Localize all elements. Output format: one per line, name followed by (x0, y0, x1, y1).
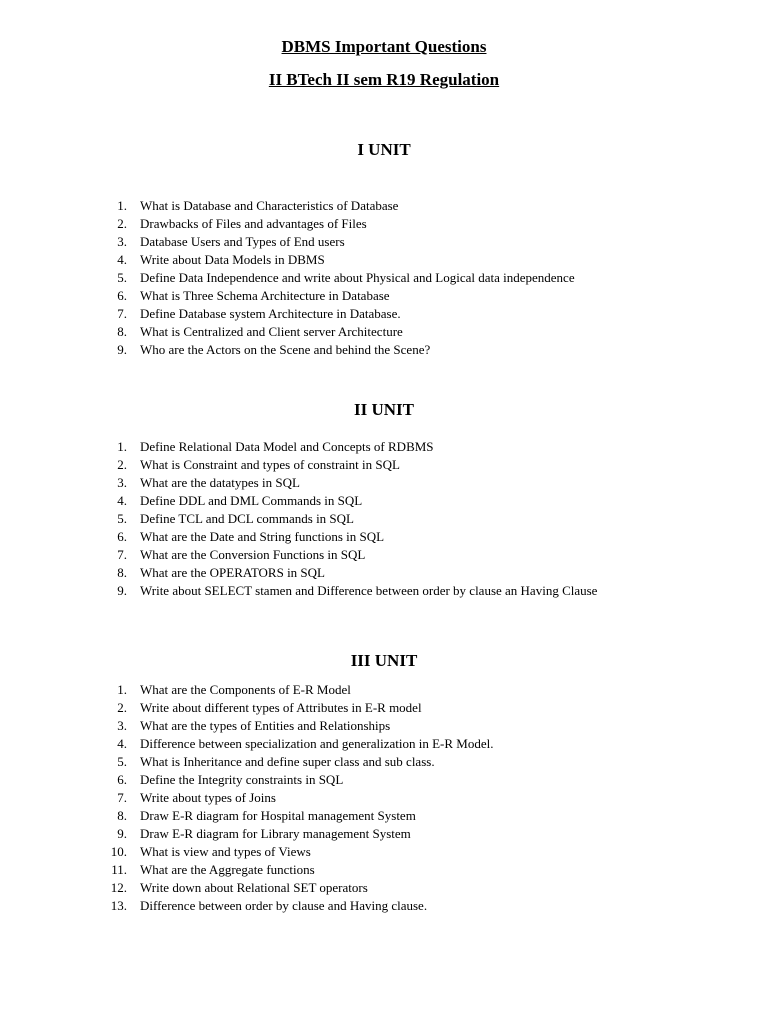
question-text: Write about types of Joins (140, 790, 276, 805)
question-number: 11. (111, 862, 127, 877)
question-text: Define TCL and DCL commands in SQL (140, 511, 354, 526)
unit-2-heading: II UNIT (354, 400, 414, 419)
question-number: 1. (117, 198, 127, 213)
question-item (0, 528, 680, 546)
question-number: 6. (117, 288, 127, 303)
question-item (0, 474, 680, 492)
question-number: 8. (117, 565, 127, 580)
question-number: 10. (110, 844, 127, 859)
question-text: Database Users and Types of End users (140, 234, 345, 249)
question-number: 9. (117, 583, 127, 598)
question-text: Define DDL and DML Commands in SQL (140, 493, 363, 508)
question-item (0, 897, 680, 915)
unit-1-heading: I UNIT (357, 140, 411, 159)
question-item (0, 879, 680, 897)
question-item (0, 492, 680, 510)
question-number: 8. (117, 808, 127, 823)
unit-2-question-list (0, 438, 680, 600)
question-number: 2. (117, 216, 127, 231)
question-item (0, 510, 680, 528)
question-text: What is Constraint and types of constraint in SQL (140, 457, 400, 472)
question-number: 3. (117, 718, 127, 733)
question-text: What is view and types of Views (140, 844, 311, 859)
question-number: 8. (117, 324, 127, 339)
question-item (0, 789, 680, 807)
unit-1-question-list (0, 197, 680, 359)
question-number: 3. (117, 234, 127, 249)
question-number: 2. (117, 700, 127, 715)
question-text: Define the Integrity constraints in SQL (140, 772, 344, 787)
question-number: 6. (117, 772, 127, 787)
question-item (0, 341, 680, 359)
question-number: 9. (117, 826, 127, 841)
question-number: 7. (117, 790, 127, 805)
question-number: 4. (117, 493, 127, 508)
question-item (0, 771, 680, 789)
question-item (0, 197, 680, 215)
question-text: What is Three Schema Architecture in Database (140, 288, 390, 303)
question-number: 9. (117, 342, 127, 357)
question-number: 12. (110, 880, 127, 895)
question-item (0, 861, 680, 879)
question-text: Drawbacks of Files and advantages of Files (140, 216, 367, 231)
question-text: Difference between specialization and generalization in E-R Model. (140, 736, 494, 751)
question-text: Difference between order by clause and Having clause. (140, 898, 428, 913)
question-text: What is Centralized and Client server Architecture (140, 324, 403, 339)
question-number: 13. (110, 898, 127, 913)
question-item (0, 825, 680, 843)
question-text: What are the Conversion Functions in SQL (140, 547, 366, 562)
question-text: Write about different types of Attributes in E-R model (140, 700, 422, 715)
question-text: Draw E-R diagram for Hospital management System (140, 808, 416, 823)
question-text: What are the types of Entities and Relationships (140, 718, 391, 733)
unit-3-heading: III UNIT (350, 651, 418, 670)
question-item (0, 215, 680, 233)
question-text: What is Database and Characteristics of Database (140, 198, 399, 213)
question-text: What are the Aggregate functions (140, 862, 315, 877)
question-item (0, 323, 680, 341)
question-number: 4. (117, 252, 127, 267)
question-item (0, 753, 680, 771)
question-text: What are the Components of E-R Model (140, 682, 351, 697)
question-item (0, 582, 680, 600)
question-item (0, 233, 680, 251)
question-number: 1. (117, 439, 127, 454)
question-number: 5. (117, 511, 127, 526)
unit-3-question-list (0, 681, 680, 915)
question-item (0, 717, 680, 735)
question-text: What are the OPERATORS in SQL (140, 565, 325, 580)
question-item (0, 843, 680, 861)
question-text: Who are the Actors on the Scene and behind the Scene? (140, 342, 431, 357)
question-number: 7. (117, 306, 127, 321)
question-number: 1. (117, 682, 127, 697)
question-text: Define Database system Architecture in Database. (140, 306, 401, 321)
document-subtitle: II BTech II sem R19 Regulation (268, 70, 500, 89)
document-title: DBMS Important Questions (281, 37, 487, 56)
question-item (0, 699, 680, 717)
question-number: 5. (117, 270, 127, 285)
question-text: Write about Data Models in DBMS (140, 252, 325, 267)
question-text: Write down about Relational SET operators (140, 880, 368, 895)
question-item (0, 456, 680, 474)
question-item (0, 438, 680, 456)
question-text: What are the datatypes in SQL (140, 475, 300, 490)
question-item (0, 564, 680, 582)
question-text: What are the Date and String functions in SQL (140, 529, 385, 544)
question-number: 5. (117, 754, 127, 769)
question-number: 6. (117, 529, 127, 544)
question-item (0, 287, 680, 305)
question-item (0, 269, 680, 287)
question-item (0, 681, 680, 699)
question-item (0, 546, 680, 564)
question-number: 4. (117, 736, 127, 751)
question-number: 7. (117, 547, 127, 562)
question-item (0, 305, 680, 323)
question-item (0, 807, 680, 825)
question-text: Write about SELECT stamen and Difference between order by clause an Having Clause (140, 583, 598, 598)
question-text: What is Inheritance and define super class and sub class. (140, 754, 435, 769)
question-number: 3. (117, 475, 127, 490)
question-text: Draw E-R diagram for Library management System (140, 826, 411, 841)
question-item (0, 735, 680, 753)
question-item (0, 251, 680, 269)
question-text: Define Relational Data Model and Concepts of RDBMS (140, 439, 434, 454)
question-number: 2. (117, 457, 127, 472)
question-text: Define Data Independence and write about Physical and Logical data independence (140, 270, 575, 285)
